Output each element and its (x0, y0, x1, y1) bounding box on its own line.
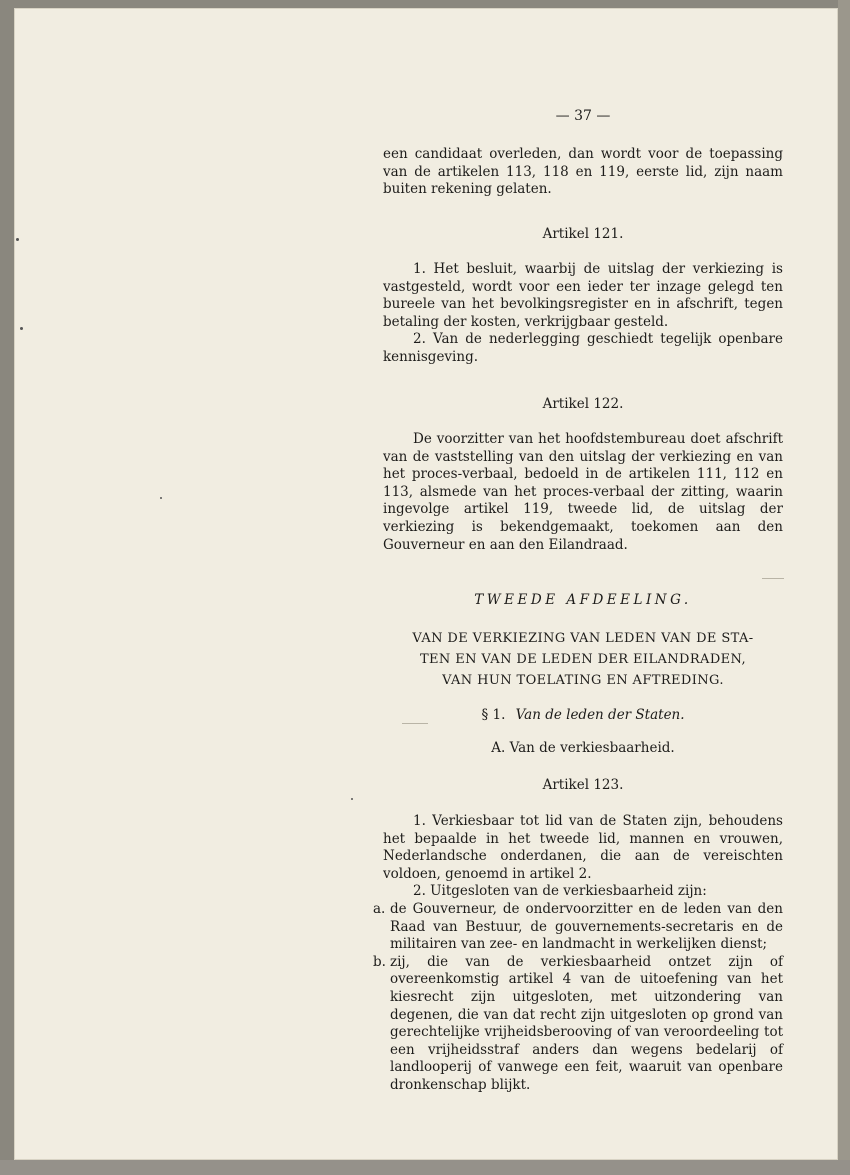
article-121-title: Artikel 121. (542, 226, 624, 242)
subsection-heading: A. Van de verkiesbaarheid. (491, 740, 675, 756)
article-121-paragraph-1: 1. Het besluit, waarbij de uitslag der verkiezing is vastgesteld, wordt voor een ieder ter inzage gelegd ten bureele van het bevolkingsregister en in afschrift, tegen betaling der kosten, verkrijgbaar gesteld. (383, 261, 783, 330)
list-item-marker: b. (373, 953, 386, 970)
scan-edge-right (838, 0, 850, 1175)
article-123-paragraph-1: 1. Verkiesbaar tot lid van de Staten zijn, behoudens het bepaalde in het tweede lid, mannen en vrouwen, Nederlandsche onderdanen, die aan de vereischten voldoen, genoemd in artikel 2. (383, 813, 783, 882)
page-number: — 37 — (555, 108, 611, 124)
article-122-paragraph-1: De voorzitter van het hoofdstembureau doet afschrift van de vaststelling van den uitslag der verkiezing en van het proces-verbaal, bedoeld in de artikelen 111, 112 en 113, alsmede van het proces-verbaal der zitting, waarin ingevolge artikel 119, tweede lid, de uitslag der verkiezing is bekendgemaakt, toekomen aan den Gouverneur en aan den Eilandraad. (383, 431, 783, 553)
article-123-body (373, 813, 783, 1095)
list-item (373, 901, 783, 954)
list-item (373, 954, 783, 1095)
intro-paragraph (383, 146, 783, 199)
chapter-heading-line-3: VAN HUN TOELATING EN AFTREDING. (442, 673, 724, 688)
article-122-body (383, 431, 783, 554)
scan-speck (160, 497, 162, 499)
scan-edge-bottom (0, 1160, 850, 1175)
section-heading (383, 707, 783, 723)
afdeeling-title: TWEEDE AFDEELING. (474, 592, 692, 608)
scan-speck (20, 327, 23, 330)
chapter-heading-line-1: VAN DE VERKIEZING VAN LEDEN VAN DE STA- (412, 631, 754, 646)
scan-speck (16, 238, 19, 241)
article-122-title: Artikel 122. (542, 396, 624, 412)
section-number: § 1. (481, 707, 506, 723)
list-item-text: zij, die van de verkiesbaarheid ontzet zijn of overeenkomstig artikel 4 van de uitoefening van het kiesrecht zijn uitgesloten, met uitzondering van degenen, die van dat recht zijn uitgesloten op grond van gerechtelijke vrijheidsberooving of van veroordeeling tot een vrijheidsstraf anders dan wegens bedelarij of landlooperij of vanwege een feit, waaruit van openbare dronkenschap blijkt. (390, 953, 783, 1093)
article-123-title: Artikel 123. (542, 777, 624, 793)
list-item-text: de Gouverneur, de ondervoorzitter en de leden van den Raad van Bestuur, de gouvernements-secretaris en de militairen van zee- en landmacht in werkelijken dienst; (390, 900, 783, 953)
section-title: Van de leden der Staten. (515, 707, 685, 723)
chapter-heading-line-2: TEN EN VAN DE LEDEN DER EILANDRADEN, (419, 652, 747, 667)
intro-text: een candidaat overleden, dan wordt voor de toepassing van de artikelen 113, 118 en 119, eerste lid, zijn naam buiten rekening gelaten. (383, 146, 783, 198)
scan-mark (402, 723, 428, 724)
chapter-heading (380, 628, 786, 691)
article-123-paragraph-2: 2. Uitgesloten van de verkiesbaarheid zijn: (413, 883, 707, 900)
article-121-body (383, 261, 783, 367)
scan-speck (351, 798, 353, 800)
article-121-paragraph-2: 2. Van de nederlegging geschiedt tegelijk openbare kennisgeving. (383, 331, 783, 365)
list-item-marker: a. (373, 900, 386, 917)
scan-mark (762, 578, 784, 579)
